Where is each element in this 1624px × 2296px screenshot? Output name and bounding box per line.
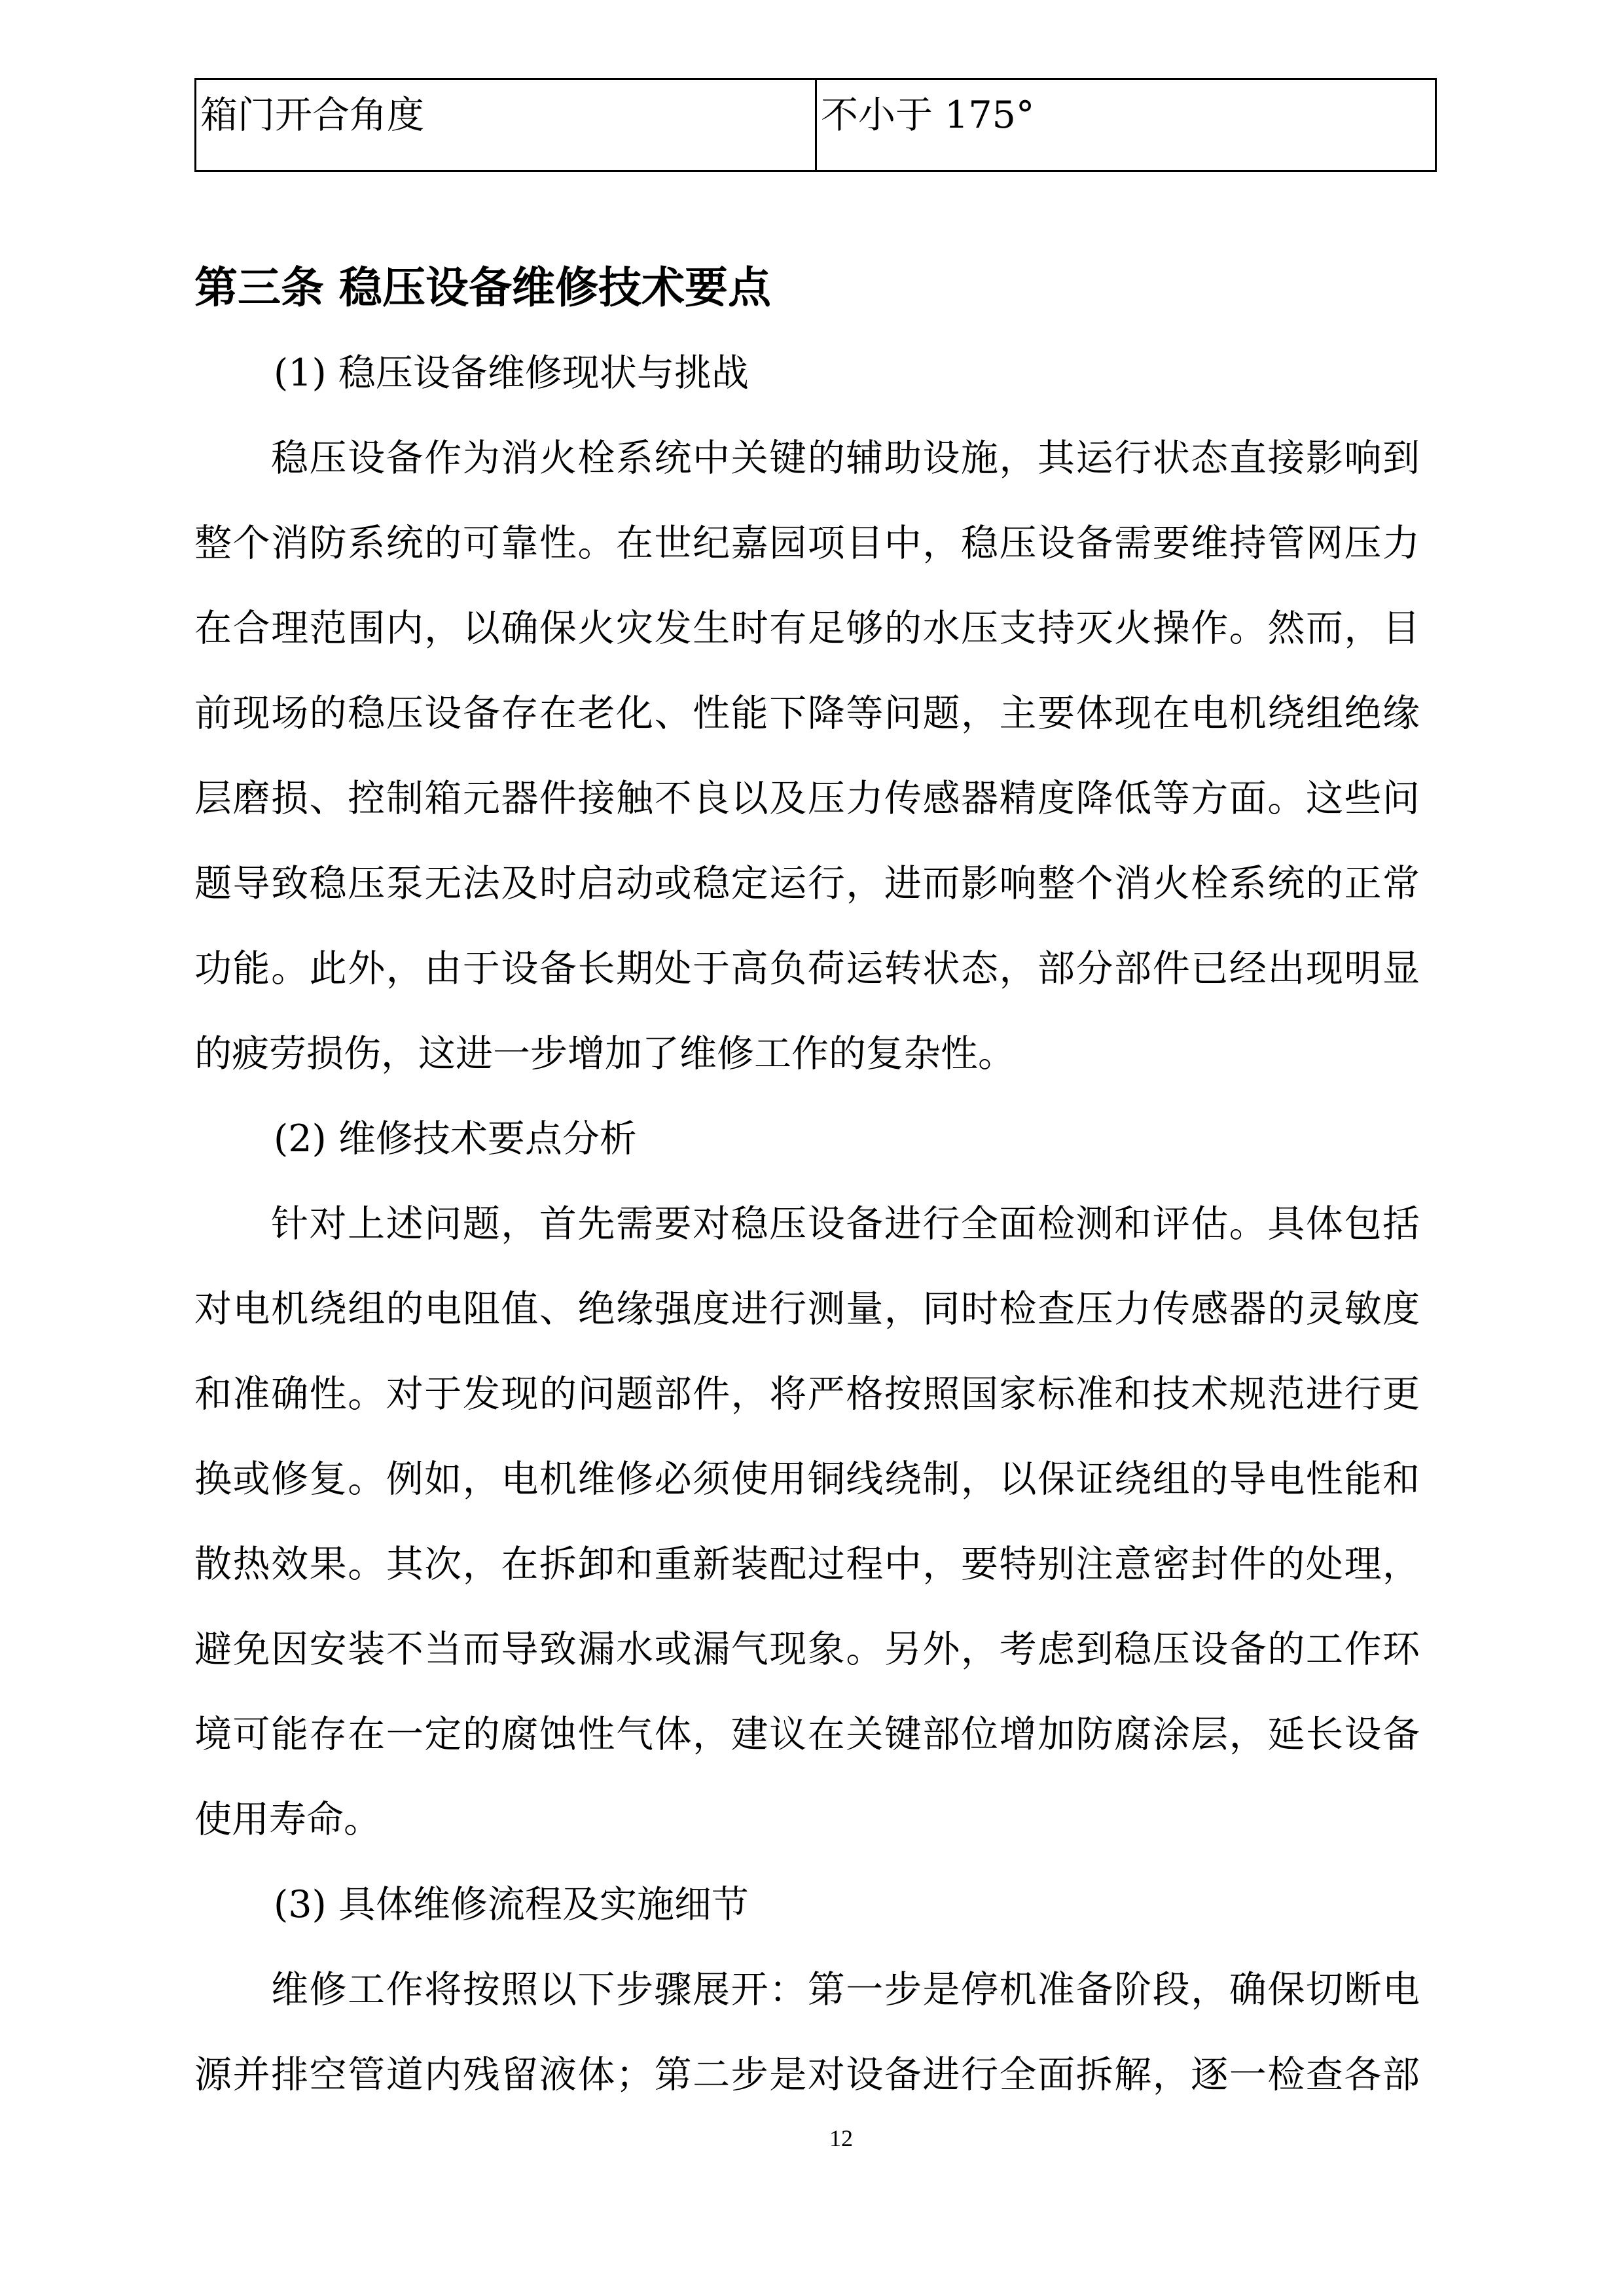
- paragraph-line: 在合理范围内，以确保火灾发生时有足够的水压支持灭火操作。然而，目: [194, 607, 1420, 650]
- paragraph-line: 功能。此外，由于设备长期处于高负荷运转状态，部分部件已经出现明显: [194, 947, 1420, 990]
- table-cell-label: 箱门开合角度: [196, 80, 817, 170]
- section-title-2: (2) 维修技术要点分析: [274, 1117, 637, 1160]
- paragraph-line: 针对上述问题，首先需要对稳压设备进行全面检测和评估。具体包括: [271, 1202, 1420, 1246]
- paragraph-line: 维修工作将按照以下步骤展开：第一步是停机准备阶段，确保切断电: [271, 1968, 1420, 2011]
- paragraph-line: 整个消防系统的可靠性。在世纪嘉园项目中，稳压设备需要维持管网压力: [194, 522, 1420, 565]
- paragraph-line: 题导致稳压泵无法及时启动或稳定运行，进而影响整个消火栓系统的正常: [194, 862, 1420, 905]
- article-heading: 第三条 稳压设备维修技术要点: [194, 262, 771, 313]
- paragraph-line: 源并排空管道内残留液体；第二步是对设备进行全面拆解，逐一检查各部: [194, 2053, 1420, 2096]
- paragraph-line: 层磨损、控制箱元器件接触不良以及压力传感器精度降低等方面。这些问: [194, 777, 1420, 820]
- paragraph-line: 稳压设备作为消火栓系统中关键的辅助设施，其运行状态直接影响到: [271, 437, 1420, 480]
- paragraph-line: 换或修复。例如，电机维修必须使用铜线绕制，以保证绕组的导电性能和: [194, 1458, 1420, 1501]
- paragraph-line: 前现场的稳压设备存在老化、性能下降等问题，主要体现在电机绕组绝缘: [194, 692, 1420, 735]
- paragraph-line: 和准确性。对于发现的问题部件，将严格按照国家标准和技术规范进行更: [194, 1372, 1420, 1416]
- paragraph-line: 散热效果。其次，在拆卸和重新装配过程中，要特别注意密封件的处理，: [194, 1543, 1420, 1586]
- spec-table: [194, 78, 1437, 172]
- section-title-3: (3) 具体维修流程及实施细节: [274, 1883, 749, 1926]
- paragraph-line: 境可能存在一定的腐蚀性气体，建议在关键部位增加防腐涂层，延长设备: [194, 1713, 1420, 1756]
- section-title-1: (1) 稳压设备维修现状与挑战: [274, 351, 749, 395]
- paragraph-line: 使用寿命。: [194, 1798, 381, 1841]
- page-number: 12: [829, 2125, 853, 2151]
- table-cell-value: 不小于 175°: [821, 94, 1035, 137]
- article-body: [194, 244, 1420, 2117]
- paragraph-line: 对电机绕组的电阻值、绝缘强度进行测量，同时检查压力传感器的灵敏度: [194, 1287, 1420, 1331]
- paragraph-line: 的疲劳损伤，这进一步增加了维修工作的复杂性。: [194, 1032, 1015, 1075]
- paragraph-line: 避免因安装不当而导致漏水或漏气现象。另外，考虑到稳压设备的工作环: [194, 1628, 1420, 1671]
